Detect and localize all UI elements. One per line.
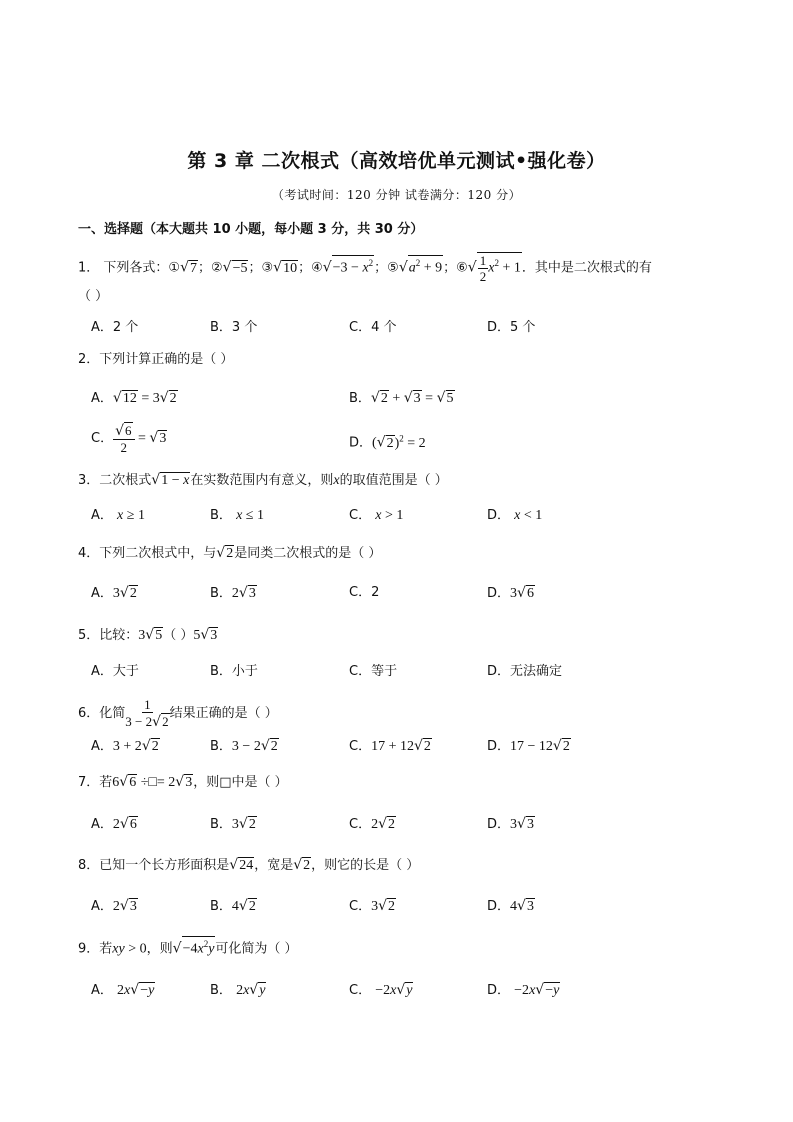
question-number: 4．: [78, 546, 100, 561]
question-5: 5．比较：3√5（ ）5√3: [78, 627, 218, 643]
section-heading: 一、选择题（本大题共 10 小题，每小题 3 分，共 30 分）: [78, 222, 424, 237]
q3-option-d[interactable]: D． x < 1: [487, 508, 543, 523]
question-text: 若: [99, 775, 113, 790]
q5-option-c[interactable]: C．等于: [349, 664, 398, 679]
option-label: D．: [487, 739, 511, 754]
option-label: B．: [210, 739, 232, 754]
q2-option-d[interactable]: D．$(√2)^2 = 2$: [349, 433, 426, 451]
question-text: ，则□中是（ ）: [193, 775, 288, 790]
question-text: 比较：: [99, 628, 139, 643]
option-label: A．: [91, 983, 113, 998]
q4-option-d[interactable]: D．3√6: [487, 585, 534, 601]
question-text: 下列二次根式中，与: [99, 546, 217, 561]
q5-option-d[interactable]: D．无法确定: [487, 664, 563, 679]
question-4: 4．下列二次根式中，与√2是同类二次根式的是（ ）: [78, 545, 382, 561]
question-number: 6．: [78, 706, 100, 721]
question-text: ．其中是二次根式的有: [521, 260, 652, 276]
question-text: 可化简为（ ）: [215, 941, 298, 957]
q9-option-b[interactable]: B． 2x√y: [210, 982, 266, 998]
question-text: ，则: [146, 941, 173, 957]
question-number: 3．: [78, 473, 100, 488]
question-text: 已知一个长方形面积是: [99, 858, 230, 873]
question-1-paren: （ ）: [78, 289, 109, 304]
question-6: 6．化简 $\frac{1}{3 - 2√2}$ 结果正确的是（ ）: [78, 697, 278, 730]
q1-option-b[interactable]: B．3 个: [210, 320, 258, 335]
option-label: C．: [349, 585, 372, 600]
question-text: （ ）: [163, 628, 194, 643]
option-label: D．: [349, 435, 373, 451]
q5-option-b[interactable]: B．小于: [210, 664, 258, 679]
option-label: D．: [487, 817, 511, 832]
question-text: 在实数范围内有意义，则: [190, 473, 334, 488]
option-label: D．: [487, 983, 511, 998]
option-label: A．: [91, 739, 113, 754]
question-9: 9．若xy > 0，则$√-4x^2y$可化简为（ ）: [78, 936, 298, 960]
option-label: B．: [210, 508, 232, 523]
option-label: B．: [210, 817, 232, 832]
question-number: 8．: [78, 858, 100, 873]
q6-option-c[interactable]: C．17 + 12√2: [349, 738, 431, 754]
q6-option-d[interactable]: D．17 − 12√2: [487, 738, 570, 754]
option-label: A．: [91, 817, 113, 832]
question-number: 9．: [78, 941, 100, 957]
q7-option-b[interactable]: B．3√2: [210, 816, 256, 832]
q3-option-b[interactable]: B． x ≤ 1: [210, 508, 264, 523]
question-1: 1． 下列各式：①√7；②√−5；③√10；④√−3 − $x^2$；$⑤√a^2 + 9$；⑥√ $\frac{1}{2}$ $x^2 + 1$．其中是二次根式的有: [78, 253, 652, 284]
question-number: 5．: [78, 628, 100, 643]
q9-option-a[interactable]: A． 2x√−y: [91, 982, 155, 998]
option-label: A．: [91, 508, 113, 523]
q9-option-c[interactable]: C． −2x√y: [349, 982, 413, 998]
option-label: D．: [487, 508, 511, 523]
question-text: ，宽是: [254, 858, 294, 873]
option-label: D．: [487, 586, 511, 601]
question-text: ，则它的长是（ ）: [311, 858, 420, 873]
question-3: 3．二次根式√1 − x在实数范围内有意义，则x的取值范围是（ ）: [78, 472, 448, 488]
question-number: 1．: [78, 260, 100, 276]
q9-option-d[interactable]: D． −2x√−y: [487, 982, 560, 998]
option-label: B．: [210, 586, 232, 601]
question-text: 的取值范围是（ ）: [339, 473, 448, 488]
q6-option-b[interactable]: B．3 − 2√2: [210, 738, 278, 754]
question-text: 二次根式: [99, 473, 152, 488]
option-label: B．: [210, 983, 232, 998]
option-label: C．: [349, 899, 372, 914]
exam-info: （考试时间：120 分钟 试卷满分：120 分）: [271, 188, 522, 202]
q7-option-c[interactable]: C．2√2: [349, 816, 395, 832]
question-number: 7．: [78, 775, 100, 790]
option-label: C．: [349, 739, 372, 754]
option-label: C．: [349, 508, 372, 523]
q1-option-a[interactable]: A．2 个: [91, 320, 139, 335]
q8-option-b[interactable]: B．4√2: [210, 898, 256, 914]
option-label: C．: [91, 431, 114, 446]
question-text: 是同类二次根式的是（ ）: [234, 546, 382, 561]
q1-option-c[interactable]: C．4 个: [349, 320, 397, 335]
q4-option-a[interactable]: A．3√2: [91, 585, 137, 601]
option-label: A．: [91, 586, 113, 601]
option-label: D．: [487, 899, 511, 914]
q6-option-a[interactable]: A．3 + 2√2: [91, 738, 159, 754]
q1-option-d[interactable]: D．5 个: [487, 320, 536, 335]
question-7: 7．若6√6 ÷□= 2√3，则□中是（ ）: [78, 774, 288, 790]
question-2: [78, 350, 233, 370]
q2-option-c[interactable]: C． $\frac{√6}{2}$ = √3: [91, 423, 167, 455]
page-title: 第 3 章 二次根式（高效培优单元测试•强化卷）: [187, 150, 606, 172]
option-label: B．: [349, 391, 371, 406]
question-text: 若: [99, 941, 113, 957]
q5-option-a[interactable]: A．大于: [91, 664, 139, 679]
question-text: 下列计算正确的是（ ）: [99, 352, 234, 367]
q8-option-a[interactable]: A．2√3: [91, 898, 137, 914]
q2-option-b[interactable]: B．√2 + √3 = √5: [349, 390, 454, 406]
question-text: 结果正确的是（ ）: [169, 706, 278, 721]
question-number: 2．: [78, 352, 100, 367]
q7-option-d[interactable]: D．3√3: [487, 816, 534, 832]
option-text: 2: [371, 585, 380, 600]
option-label: A．: [91, 899, 113, 914]
option-label: C．: [349, 983, 372, 998]
q4-option-c[interactable]: [349, 583, 379, 603]
option-label: C．: [349, 817, 372, 832]
q2-option-a[interactable]: A．√12 = 3√2: [91, 390, 177, 406]
option-label: B．: [210, 899, 232, 914]
q8-option-d[interactable]: D．4√3: [487, 898, 534, 914]
question-8: 8．已知一个长方形面积是√24，宽是√2，则它的长是（ ）: [78, 857, 420, 873]
q3-option-a[interactable]: A． x ≥ 1: [91, 508, 145, 523]
q8-option-c[interactable]: C．3√2: [349, 898, 395, 914]
option-label: A．: [91, 391, 113, 406]
question-text: 下列各式：①: [103, 260, 181, 276]
q7-option-a[interactable]: A．2√6: [91, 816, 137, 832]
question-text: 化简: [99, 706, 126, 721]
q4-option-b[interactable]: B．2√3: [210, 585, 256, 601]
q3-option-c[interactable]: C． x > 1: [349, 508, 404, 523]
